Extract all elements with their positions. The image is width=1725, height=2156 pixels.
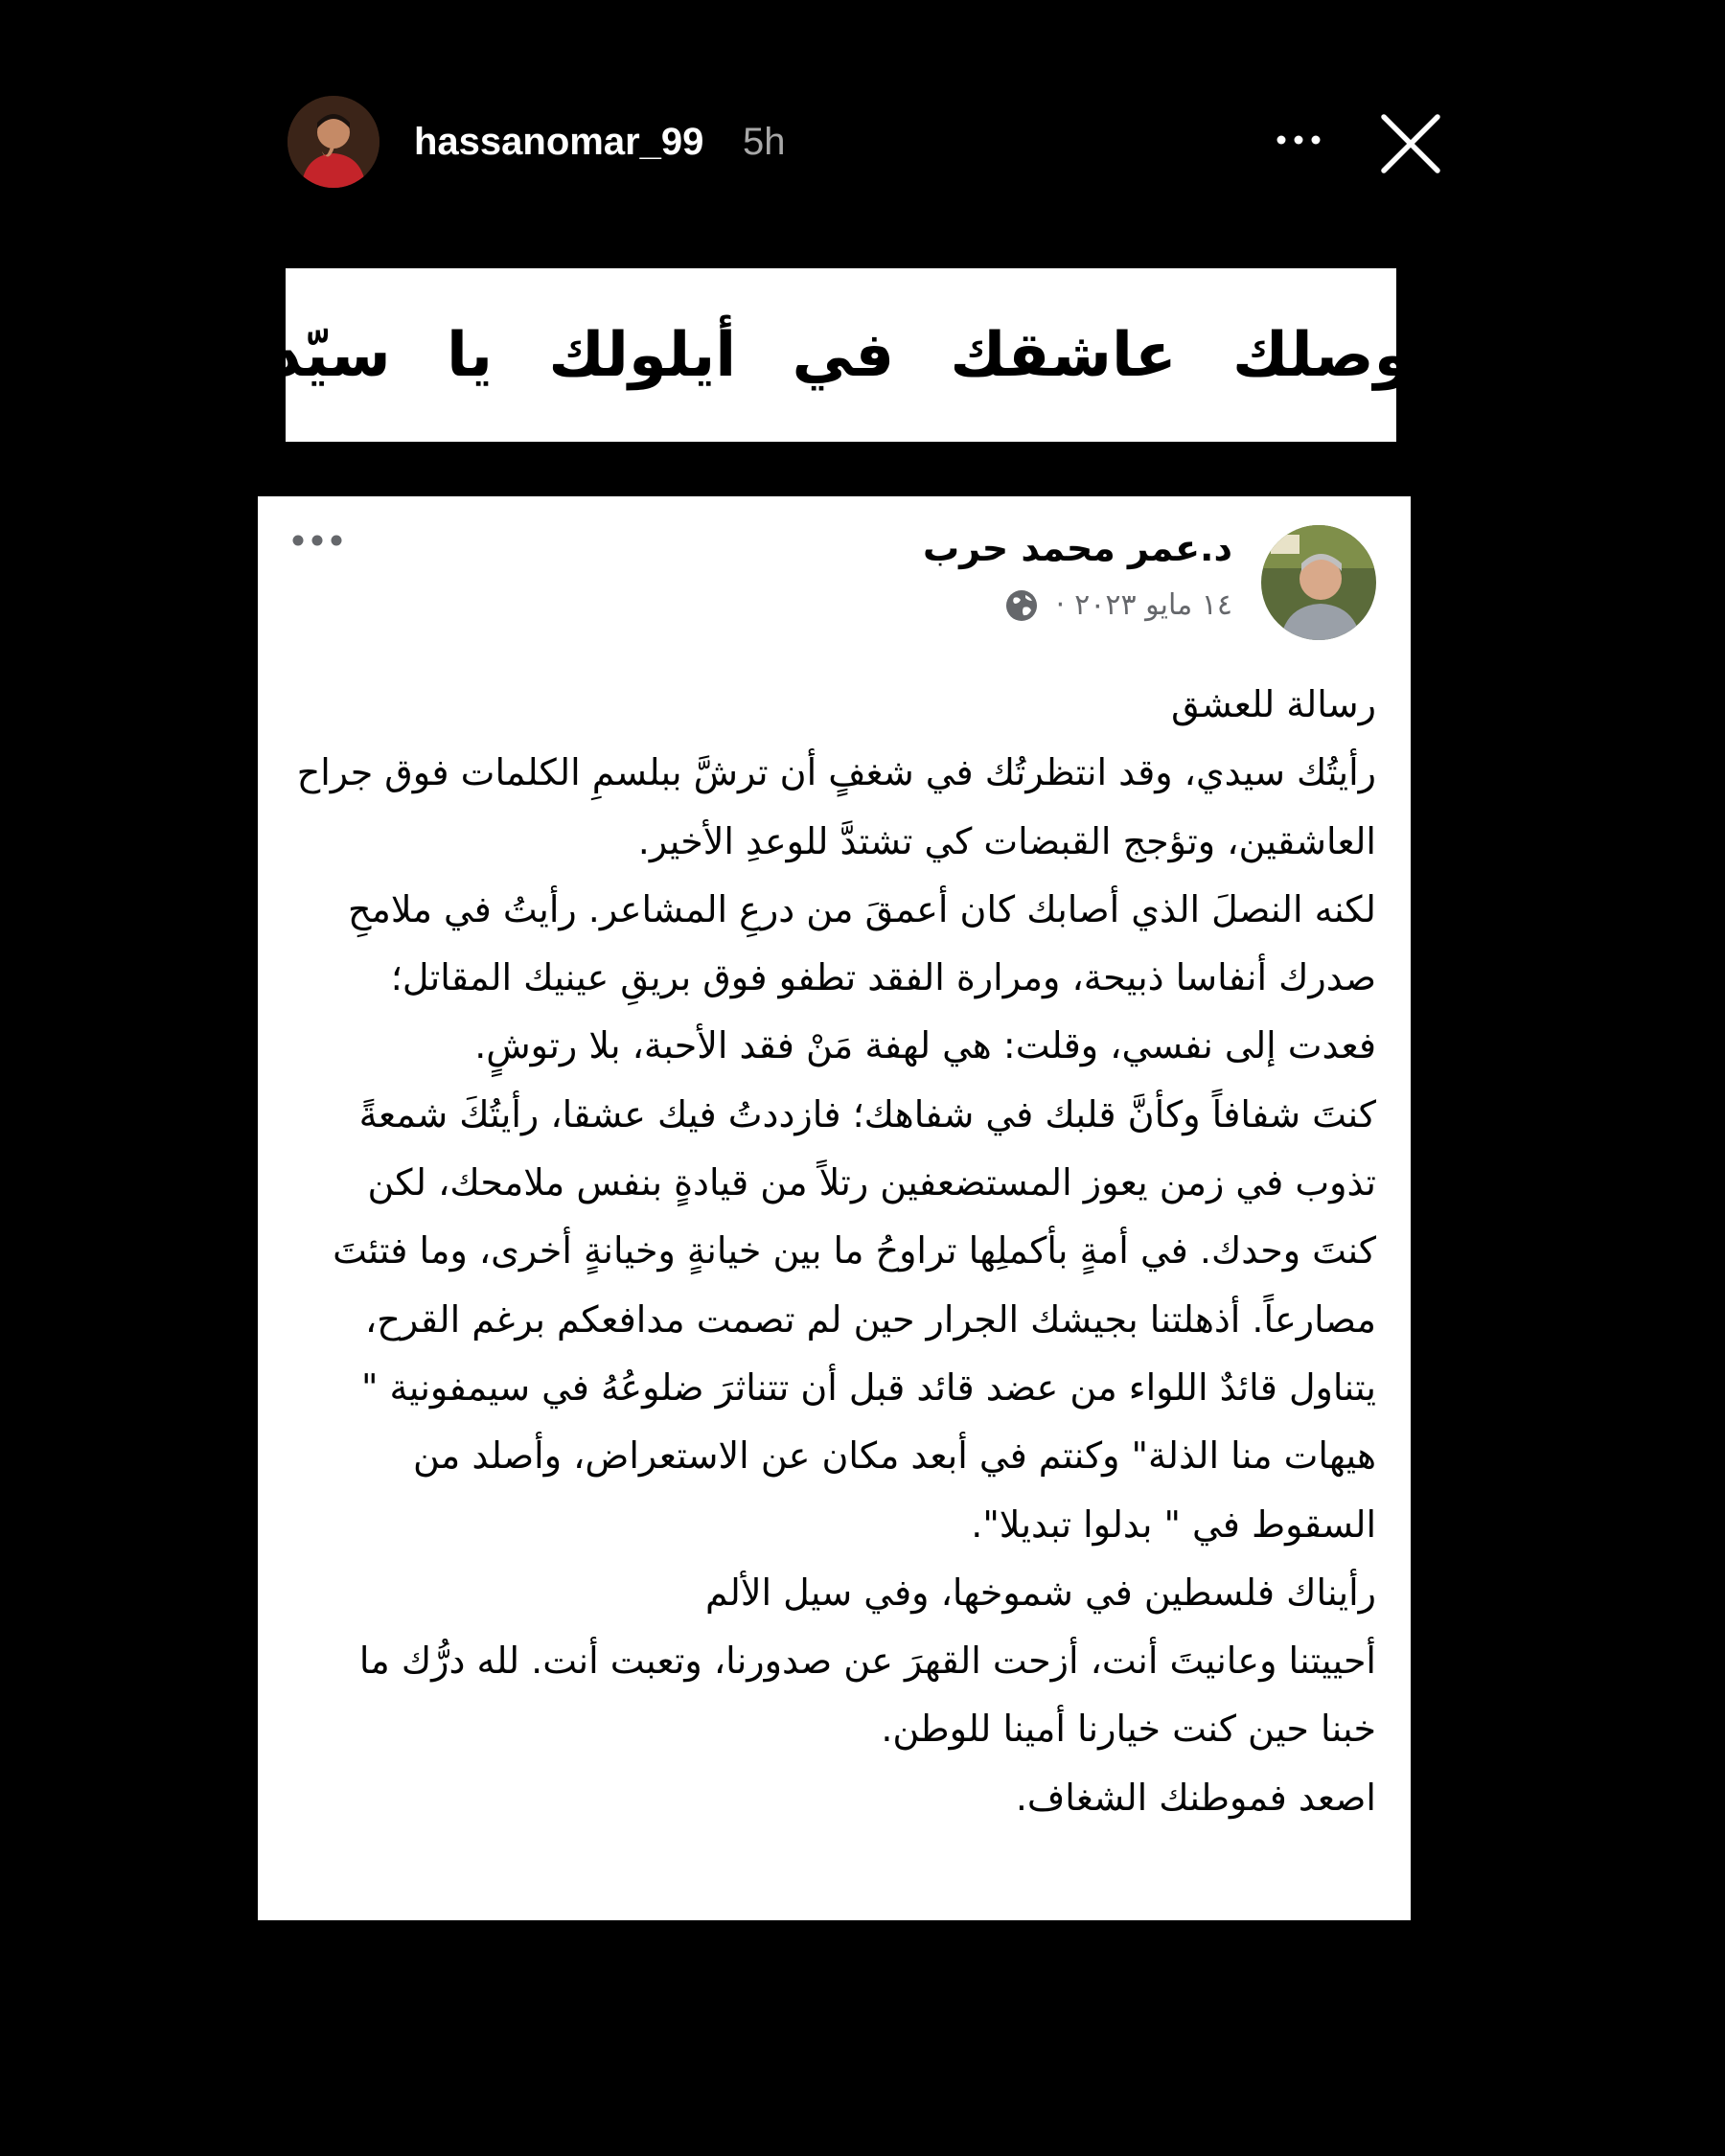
username[interactable]: hassanomar_99 [414, 121, 704, 163]
headline-banner [269, 268, 1413, 442]
user-avatar[interactable] [288, 96, 380, 188]
story-header [288, 96, 1447, 195]
post-paragraph: رأيناك فلسطين في شموخها، وفي سيل الألم [704, 1571, 1376, 1614]
post-paragraph: رأيتُك سيدي، وقد انتظرتُك في شغفٍ أن ترشَّ ببلسمِ الكلمات فوق جراح العاشقين، وتؤجج القبضات كي تشتدَّ للوعدِ الأخير. [296, 751, 1376, 862]
post-card [258, 496, 1411, 1920]
post-date[interactable]: ١٤ مايو ٢٠٢٣ [1074, 588, 1232, 622]
post-paragraph: كنتَ شفافاً وكأنَّ قلبك في شفاهك؛ فازددتُ فيك عشقا، رأيتُكَ شمعةً تذوب في زمن يعوز المستضعفين رتلاً من قيادةٍ بنفس ملامحك، لكن كنتَ وحدك. في أمةٍ بأكملِها تراوحُ ما بين خيانةٍ وخيانةٍ أخرى، وما فتئتَ مصارعاً. أذهلتنا بجيشك الجرار حين لم تصمت مدافعكم برغم القرح، يتناول قائدٌ اللواء من عضد قائد قبل أن تتناثرَ ضلوعُهُ في سيمفونية " هيهات منا الذلة" وكنتم في أبعد مكان عن الاستعراض، وأصلد من السقوط في " بدلوا تبديلا". [333, 1092, 1376, 1546]
close-button[interactable] [1380, 113, 1441, 174]
more-horizontal-icon [1270, 115, 1327, 165]
meta-separator: · [1055, 588, 1066, 622]
author-name[interactable]: د.عمر محمد حرب [922, 527, 1232, 569]
more-horizontal-icon [287, 523, 348, 558]
post-paragraph: أحييتنا وعانيتَ أنت، أزحت القهرَ عن صدورنا، وتعبت أنت. لله درُّك ما خبنا حين كنت خيارنا أمينا للوطن. [358, 1640, 1376, 1751]
post-paragraph: رسالة للعشق [1171, 683, 1376, 725]
post-time: 5h [743, 121, 786, 163]
close-icon [1380, 113, 1441, 174]
more-options-button[interactable] [1270, 115, 1327, 165]
post-body [293, 671, 1376, 1832]
post-options-button[interactable] [287, 523, 348, 558]
post-paragraph: لكنه النصلَ الذي أصابك كان أعمقَ من درعِ المشاعر. رأيتُ في ملامحِ صدرك أنفاسا ذبيحة، ومرارة الفقد تطفو فوق بريقِ عينيك المقاتل؛ فعدت إلى نفسي، وقلت: هي لهفة مَنْ فقد الأحبة، بلا رتوشٍ. [348, 887, 1376, 1067]
profile-photo [288, 96, 380, 188]
globe-icon [1004, 588, 1039, 623]
headline-text: وصلك عاشقك في أيلولك يا سيّد [269, 319, 1413, 391]
author-avatar[interactable] [1261, 525, 1376, 640]
post-paragraph: اصعد فموطنك الشغاف. [1015, 1776, 1376, 1819]
author-photo [1261, 525, 1376, 640]
post-meta [1004, 585, 1232, 627]
reaction-icons [1296, 1915, 1372, 1920]
